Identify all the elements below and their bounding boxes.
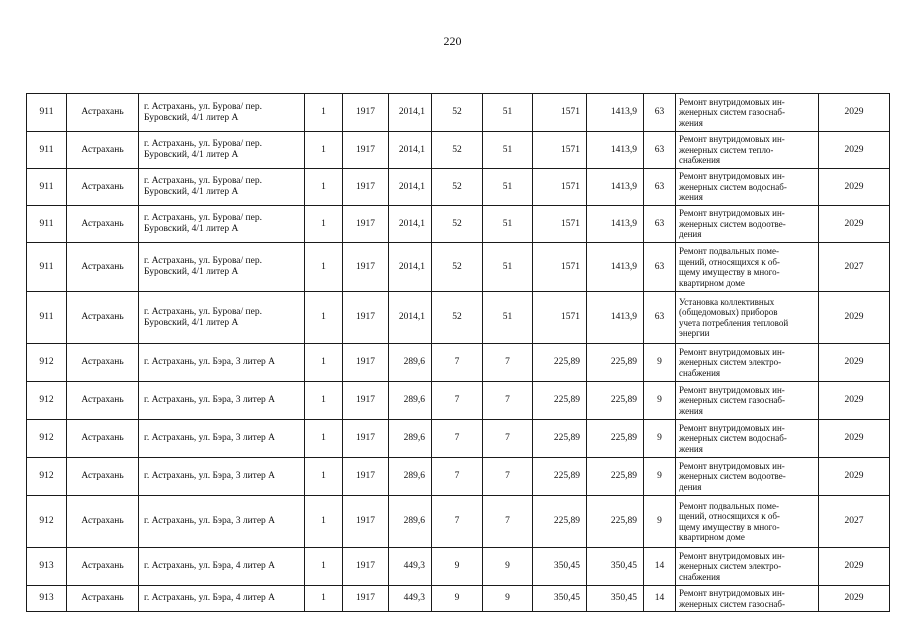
owned-area-cell: 225,89	[587, 382, 644, 420]
apartments-cell: 52	[432, 243, 483, 292]
work-type-line: Ремонт внутридомовых ин-	[679, 422, 785, 433]
apartments-cell: 7	[432, 344, 483, 382]
object-number-cell: 911	[27, 132, 67, 169]
owned-area-cell: 350,45	[587, 586, 644, 612]
work-type-line: Ремонт подвальных поме-	[679, 500, 779, 511]
table-row	[27, 458, 890, 496]
building-count-cell: 1	[305, 132, 343, 169]
work-type-line: женерных систем газоснаб-	[679, 107, 785, 118]
work-type-line: снабжения	[679, 367, 721, 378]
owned-area-cell: 1413,9	[587, 132, 644, 169]
residential-area-cell: 1571	[533, 169, 587, 206]
work-type-line: женерных систем тепло-	[679, 144, 774, 155]
total-area-cell: 2014,1	[389, 169, 432, 206]
build-year-cell: 1917	[343, 458, 389, 496]
address-line: г. Астрахань, ул. Бэра, 3 литер А	[144, 516, 276, 526]
work-type-line: Ремонт внутридомовых ин-	[679, 460, 785, 471]
apartments-cell: 7	[432, 458, 483, 496]
residential-premises-cell: 51	[483, 169, 533, 206]
planned-year-cell: 2029	[819, 206, 890, 243]
table-row	[27, 243, 890, 292]
work-type-cell	[676, 548, 819, 586]
build-year-cell: 1917	[343, 292, 389, 344]
object-number-cell: 911	[27, 292, 67, 344]
total-area-cell: 289,6	[389, 382, 432, 420]
address-cell	[139, 420, 305, 458]
planned-year-cell: 2029	[819, 420, 890, 458]
residents-cell: 63	[644, 206, 676, 243]
city-cell: Астрахань	[67, 292, 139, 344]
total-area-cell: 289,6	[389, 496, 432, 548]
planned-year-cell: 2029	[819, 586, 890, 612]
work-type-line: жения	[679, 405, 703, 416]
building-count-cell: 1	[305, 94, 343, 132]
address-cell	[139, 344, 305, 382]
planned-year-cell: 2029	[819, 344, 890, 382]
total-area-cell: 449,3	[389, 548, 432, 586]
work-type-cell	[676, 132, 819, 169]
residents-cell: 14	[644, 548, 676, 586]
planned-year-cell: 2029	[819, 169, 890, 206]
address-line: Буровский, 4/1 литер А	[144, 150, 239, 160]
apartments-cell: 52	[432, 292, 483, 344]
apartments-cell: 52	[432, 94, 483, 132]
work-type-cell	[676, 344, 819, 382]
build-year-cell: 1917	[343, 94, 389, 132]
residents-cell: 63	[644, 94, 676, 132]
address-line: Буровский, 4/1 литер А	[144, 267, 239, 277]
planned-year-cell: 2029	[819, 458, 890, 496]
work-type-line: щений, относящихся к об-	[679, 511, 780, 521]
address-line: Буровский, 4/1 литер А	[144, 317, 239, 328]
work-type-cell	[676, 243, 819, 292]
work-type-line: жения	[679, 192, 703, 203]
work-type-line: щений, относящихся к об-	[679, 256, 780, 267]
object-number-cell: 912	[27, 382, 67, 420]
table-row	[27, 548, 890, 586]
work-type-line: щему имуществу в много-	[679, 521, 780, 532]
city-cell: Астрахань	[67, 382, 139, 420]
object-number-cell: 912	[27, 344, 67, 382]
planned-year-cell: 2029	[819, 94, 890, 132]
building-count-cell: 1	[305, 586, 343, 612]
work-type-line: снабжения	[679, 155, 721, 166]
table-row	[27, 94, 890, 132]
total-area-cell: 289,6	[389, 420, 432, 458]
residential-area-cell: 225,89	[533, 344, 587, 382]
planned-year-cell: 2029	[819, 292, 890, 344]
residential-area-cell: 225,89	[533, 458, 587, 496]
work-type-line: женерных систем водоснаб-	[679, 433, 787, 444]
address-line: г. Астрахань, ул. Бурова/ пер.	[144, 256, 262, 266]
table-row	[27, 292, 890, 344]
planned-year-cell: 2029	[819, 132, 890, 169]
total-area-cell: 2014,1	[389, 206, 432, 243]
address-cell	[139, 458, 305, 496]
owned-area-cell: 225,89	[587, 496, 644, 548]
residential-area-cell: 225,89	[533, 420, 587, 458]
table-row	[27, 496, 890, 548]
residential-premises-cell: 9	[483, 548, 533, 586]
residential-premises-cell: 51	[483, 206, 533, 243]
residential-premises-cell: 7	[483, 496, 533, 548]
address-cell	[139, 169, 305, 206]
work-type-line: квартирном доме	[679, 532, 745, 542]
owned-area-cell: 1413,9	[587, 94, 644, 132]
residential-area-cell: 1571	[533, 94, 587, 132]
build-year-cell: 1917	[343, 169, 389, 206]
work-type-cell	[676, 382, 819, 420]
owned-area-cell: 225,89	[587, 344, 644, 382]
work-type-line: дения	[679, 229, 702, 240]
work-type-line: Ремонт внутридомовых ин-	[679, 96, 785, 107]
address-line: г. Астрахань, ул. Бэра, 4 литер А	[144, 593, 276, 603]
address-line: г. Астрахань, ул. Бурова/ пер.	[144, 139, 262, 149]
residents-cell: 63	[644, 292, 676, 344]
address-cell	[139, 382, 305, 420]
work-type-line: Ремонт внутридомовых ин-	[679, 171, 785, 182]
work-type-line: женерных систем газоснаб-	[679, 598, 785, 609]
residential-area-cell: 1571	[533, 132, 587, 169]
residential-area-cell: 225,89	[533, 496, 587, 548]
residential-premises-cell: 51	[483, 132, 533, 169]
residents-cell: 9	[644, 344, 676, 382]
work-type-line: снабжения	[679, 571, 721, 582]
city-cell: Астрахань	[67, 132, 139, 169]
planned-year-cell: 2029	[819, 548, 890, 586]
building-count-cell: 1	[305, 243, 343, 292]
building-count-cell: 1	[305, 292, 343, 344]
total-area-cell: 2014,1	[389, 132, 432, 169]
residents-cell: 14	[644, 586, 676, 612]
address-cell	[139, 548, 305, 586]
owned-area-cell: 225,89	[587, 458, 644, 496]
address-line: г. Астрахань, ул. Бурова/ пер.	[144, 101, 262, 112]
build-year-cell: 1917	[343, 496, 389, 548]
building-count-cell: 1	[305, 496, 343, 548]
address-line: г. Астрахань, ул. Бэра, 3 литер А	[144, 433, 276, 443]
table-row	[27, 206, 890, 243]
address-cell	[139, 243, 305, 292]
total-area-cell: 449,3	[389, 586, 432, 612]
work-type-cell	[676, 586, 819, 612]
residential-area-cell: 350,45	[533, 548, 587, 586]
address-line: г. Астрахань, ул. Бурова/ пер.	[144, 306, 262, 317]
work-type-line: щему имуществу в много-	[679, 267, 780, 277]
address-cell	[139, 496, 305, 548]
total-area-cell: 289,6	[389, 344, 432, 382]
work-type-line: женерных систем водоотве-	[679, 471, 786, 482]
apartments-cell: 52	[432, 132, 483, 169]
table-row	[27, 132, 890, 169]
building-count-cell: 1	[305, 458, 343, 496]
work-type-cell	[676, 496, 819, 548]
total-area-cell: 2014,1	[389, 292, 432, 344]
work-type-line: Ремонт внутридомовых ин-	[679, 588, 785, 598]
work-type-cell	[676, 169, 819, 206]
address-line: г. Астрахань, ул. Бэра, 4 литер А	[144, 561, 276, 571]
building-count-cell: 1	[305, 548, 343, 586]
total-area-cell: 2014,1	[389, 243, 432, 292]
owned-area-cell: 350,45	[587, 548, 644, 586]
residential-premises-cell: 51	[483, 243, 533, 292]
object-number-cell: 911	[27, 169, 67, 206]
address-line: Буровский, 4/1 литер А	[144, 112, 239, 123]
city-cell: Астрахань	[67, 206, 139, 243]
address-line: Буровский, 4/1 литер А	[144, 187, 239, 197]
city-cell: Астрахань	[67, 169, 139, 206]
work-type-line: дения	[679, 481, 702, 492]
work-type-cell	[676, 94, 819, 132]
work-type-line: квартирном доме	[679, 277, 745, 288]
work-type-cell	[676, 206, 819, 243]
object-number-cell: 913	[27, 548, 67, 586]
address-cell	[139, 132, 305, 169]
repair-schedule-table	[26, 93, 890, 612]
build-year-cell: 1917	[343, 344, 389, 382]
apartments-cell: 9	[432, 586, 483, 612]
work-type-cell	[676, 292, 819, 344]
apartments-cell: 7	[432, 496, 483, 548]
apartments-cell: 9	[432, 548, 483, 586]
building-count-cell: 1	[305, 344, 343, 382]
apartments-cell: 7	[432, 420, 483, 458]
residents-cell: 9	[644, 420, 676, 458]
work-type-line: Ремонт внутридомовых ин-	[679, 208, 785, 219]
address-cell	[139, 206, 305, 243]
residential-premises-cell: 7	[483, 382, 533, 420]
residential-area-cell: 1571	[533, 243, 587, 292]
work-type-line: женерных систем газоснаб-	[679, 395, 785, 406]
city-cell: Астрахань	[67, 548, 139, 586]
city-cell: Астрахань	[67, 243, 139, 292]
residential-premises-cell: 9	[483, 586, 533, 612]
residential-area-cell: 1571	[533, 206, 587, 243]
building-count-cell: 1	[305, 382, 343, 420]
address-cell	[139, 292, 305, 344]
city-cell: Астрахань	[67, 496, 139, 548]
work-type-line: Установка коллективных	[679, 296, 775, 307]
work-type-line: жения	[679, 443, 703, 454]
building-count-cell: 1	[305, 169, 343, 206]
apartments-cell: 52	[432, 206, 483, 243]
table-row	[27, 169, 890, 206]
residents-cell: 9	[644, 496, 676, 548]
address-line: г. Астрахань, ул. Бурова/ пер.	[144, 176, 262, 186]
residential-area-cell: 225,89	[533, 382, 587, 420]
work-type-line: Ремонт подвальных поме-	[679, 246, 779, 256]
planned-year-cell: 2027	[819, 496, 890, 548]
address-line: г. Астрахань, ул. Бэра, 3 литер А	[144, 395, 276, 405]
table-row	[27, 382, 890, 420]
work-type-cell	[676, 420, 819, 458]
owned-area-cell: 1413,9	[587, 206, 644, 243]
city-cell: Астрахань	[67, 586, 139, 612]
residential-premises-cell: 51	[483, 94, 533, 132]
apartments-cell: 52	[432, 169, 483, 206]
object-number-cell: 913	[27, 586, 67, 612]
work-type-line: женерных систем водоотве-	[679, 218, 786, 229]
build-year-cell: 1917	[343, 243, 389, 292]
city-cell: Астрахань	[67, 344, 139, 382]
owned-area-cell: 1413,9	[587, 243, 644, 292]
residents-cell: 9	[644, 458, 676, 496]
address-line: г. Астрахань, ул. Бэра, 3 литер А	[144, 471, 276, 481]
owned-area-cell: 225,89	[587, 420, 644, 458]
build-year-cell: 1917	[343, 586, 389, 612]
owned-area-cell: 1413,9	[587, 169, 644, 206]
build-year-cell: 1917	[343, 132, 389, 169]
work-type-line: учета потребления тепловой	[679, 317, 789, 328]
build-year-cell: 1917	[343, 548, 389, 586]
build-year-cell: 1917	[343, 420, 389, 458]
work-type-line: (общедомовых) приборов	[679, 307, 778, 317]
residents-cell: 63	[644, 243, 676, 292]
object-number-cell: 912	[27, 458, 67, 496]
residential-area-cell: 350,45	[533, 586, 587, 612]
total-area-cell: 2014,1	[389, 94, 432, 132]
residential-premises-cell: 7	[483, 420, 533, 458]
object-number-cell: 911	[27, 94, 67, 132]
total-area-cell: 289,6	[389, 458, 432, 496]
planned-year-cell: 2027	[819, 243, 890, 292]
work-type-line: Ремонт внутридомовых ин-	[679, 384, 785, 395]
build-year-cell: 1917	[343, 382, 389, 420]
address-cell	[139, 94, 305, 132]
work-type-line: женерных систем водоснаб-	[679, 181, 787, 192]
residential-premises-cell: 51	[483, 292, 533, 344]
table-row	[27, 344, 890, 382]
city-cell: Астрахань	[67, 458, 139, 496]
work-type-line: Ремонт внутридомовых ин-	[679, 346, 785, 357]
address-line: Буровский, 4/1 литер А	[144, 224, 239, 234]
work-type-line: Ремонт внутридомовых ин-	[679, 550, 785, 561]
table-row	[27, 420, 890, 458]
city-cell: Астрахань	[67, 420, 139, 458]
residents-cell: 63	[644, 169, 676, 206]
page-number: 220	[443, 34, 462, 48]
work-type-line: жения	[679, 117, 703, 128]
address-line: г. Астрахань, ул. Бэра, 3 литер А	[144, 357, 276, 367]
residents-cell: 9	[644, 382, 676, 420]
work-type-line: энергии	[679, 328, 710, 338]
address-line: г. Астрахань, ул. Бурова/ пер.	[144, 213, 262, 223]
object-number-cell: 912	[27, 420, 67, 458]
residents-cell: 63	[644, 132, 676, 169]
apartments-cell: 7	[432, 382, 483, 420]
residential-premises-cell: 7	[483, 344, 533, 382]
object-number-cell: 911	[27, 243, 67, 292]
work-type-line: женерных систем электро-	[679, 561, 782, 572]
building-count-cell: 1	[305, 206, 343, 243]
owned-area-cell: 1413,9	[587, 292, 644, 344]
address-cell	[139, 586, 305, 612]
table-row	[27, 586, 890, 612]
work-type-line: женерных систем электро-	[679, 357, 782, 368]
object-number-cell: 912	[27, 496, 67, 548]
planned-year-cell: 2029	[819, 382, 890, 420]
city-cell: Астрахань	[67, 94, 139, 132]
building-count-cell: 1	[305, 420, 343, 458]
work-type-cell	[676, 458, 819, 496]
object-number-cell: 911	[27, 206, 67, 243]
residential-area-cell: 1571	[533, 292, 587, 344]
build-year-cell: 1917	[343, 206, 389, 243]
table-body	[27, 94, 890, 612]
residential-premises-cell: 7	[483, 458, 533, 496]
work-type-line: Ремонт внутридомовых ин-	[679, 134, 785, 145]
